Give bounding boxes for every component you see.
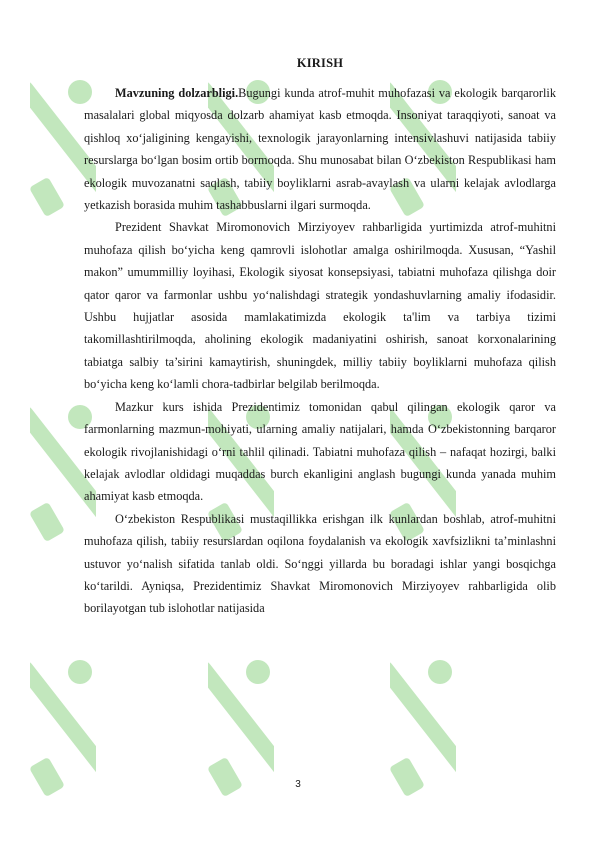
watermark-logo-icon (30, 650, 96, 800)
page-number: 3 (295, 779, 301, 790)
paragraph-lead: Mavzuning dolzarbligi. (115, 86, 239, 100)
paragraph-course-work: Mazkur kurs ishida Prezidentimiz tomonidan qabul qilingan ekologik qaror va farmonlarning mazmun-mohiyati, ularning amaliy natijalari, hamda O‘zbekistonning barqaror ekologik rivojlanishidagi o‘rni tahlil qilinadi. Tabiatni muhofaza qilish – nafaqat hozirgi, balki kelajak avlodlar oldidagi muqaddas burch ekanligini anglash bugungi kunda yanada muhim ahamiyat kasb etmoqda. (84, 399, 556, 504)
page-title: KIRISH (296, 56, 344, 70)
paragraph-independence: O‘zbekiston Respublikasi mustaqillikka erishgan ilk kunlardan boshlab, atrof-muhitni muhofaza qilish, tabiiy resurslardan oqilona foydalanish va ekologik xavfsizlikni ta’minlashni ustuvor yo‘nalish sifatida tanlab oldi. So‘nggi yillarda bu boradagi ishlar yangi bosqichga ko‘tarildi. Ayniqsa, Prezidentimiz Shavkat Miromonovich Mirziyoyev rahbarligida olib borilayotgan tub islohotlar natijasida (84, 511, 556, 616)
watermark-logo-icon (208, 650, 274, 800)
watermark-logo-icon (390, 650, 456, 800)
paragraph-text: Bugungi kunda atrof-muhit muhofazasi va ekologik barqarorlik masalalari global miqyosda dolzarb ahamiyat kasb etmoqda. Insoniyat taraqqiyoti, sanoat va qishloq xo‘jaligining kengayishi, texnologik jarayonlarning intensivlashuvi natijasida tabiiy resurslarga bo‘lgan bosim ortib bormoqda. Shu munosabat bilan O‘zbekiston Respublikasi ham ekologik muvozanatni saqlash, tabiiy boyliklarni asrab-avaylash va ularni kelajak avlodlarga yetkazish borasida muhim tashabbuslarni ilgari surmoqda. (84, 86, 556, 213)
document-page (84, 54, 556, 620)
paragraph-relevance (84, 82, 556, 216)
paragraph-reforms: Prezident Shavkat Miromonovich Mirziyoyev rahbarligida yurtimizda atrof-muhitni muhofaza qilish bo‘yicha keng qamrovli islohotlar amalga oshirilmoqda. Xususan, “Yashil makon” umummilliy loyihasi, Ekologik siyosat konsepsiyasi, tabiatni muhofaza qilishga doir qator qaror va farmonlar ushbu yo‘nalishdagi strategik yondashuvlarning amaliy ifodasidir. Ushbu hujjatlar asosida mamlakatimizda ekologik ta'lim va tarbiya tizimi takomillashtirilmoqda, aholining ekologik madaniyatini oshirish, sanoat korxonalarining tabiatga salbiy ta’sirini kamaytirish, shuningdek, milliy tabiiy boyliklarni muhofaza qilish bo‘yicha keng ko‘lamli chora-tadbirlar belgilab berilmoqda. (84, 220, 556, 392)
